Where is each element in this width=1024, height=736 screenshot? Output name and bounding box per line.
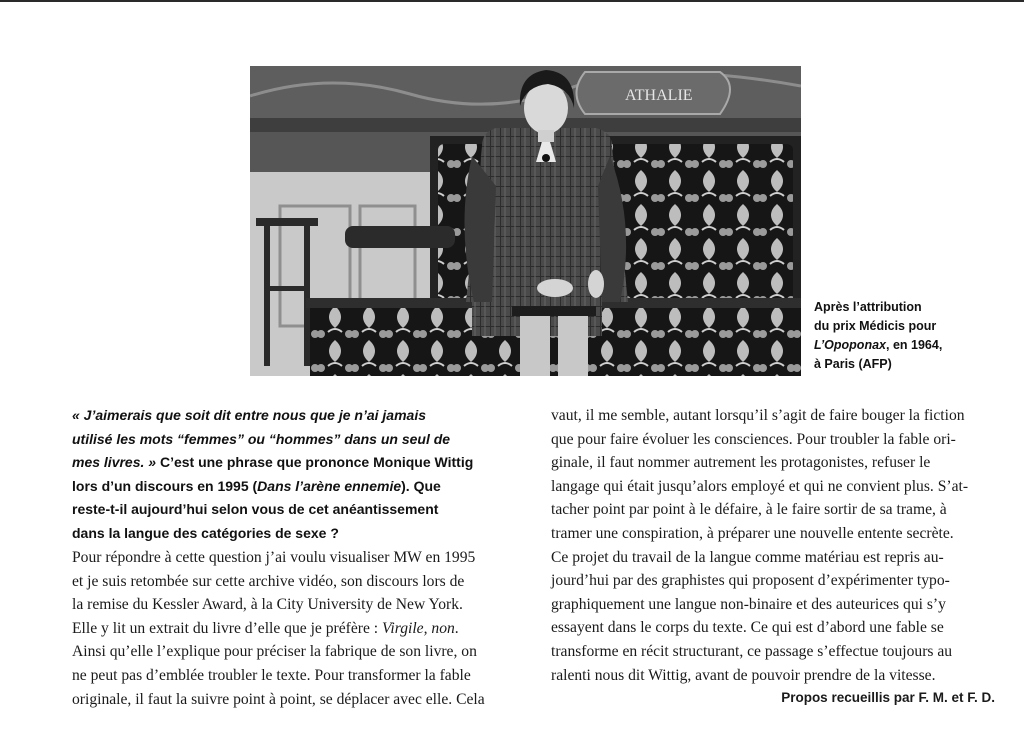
body-line: essayent dans le corps du texte. Ce qui est d’abord une fable se (551, 619, 944, 637)
top-rule (0, 0, 1024, 2)
question-line-4 (72, 475, 518, 499)
body-line-text: Elle y lit un extrait du livre d’elle que je préfère : (72, 619, 383, 637)
book-title-virgile: Virgile, non (382, 619, 455, 637)
question-line-1: « J’aimerais que soit dit entre nous que je n’ai jamais (72, 407, 427, 423)
question-line-5: reste-t-il aujourd’hui selon vous de cet anéantissement (72, 501, 439, 517)
body-line: langage qui était jusqu’alors employé et qui ne convient plus. S’at- (551, 477, 969, 495)
interview-credit: Propos recueillis par F. M. et F. D. (781, 690, 995, 706)
body-line: Ainsi qu’elle l’explique pour préciser la fabrique de son livre, on (72, 643, 477, 661)
question-line-3-text: C’est une phrase que prononce Monique Wittig (156, 454, 474, 470)
body-line: ginale, il faut nommer autrement les protagonistes, refuser le (551, 454, 931, 472)
photo-caption (814, 298, 1014, 374)
body-line: et je suis retombée sur cette archive vidéo, son discours lors de (72, 572, 465, 590)
body-line: la remise du Kessler Award, à la City University de New York. (72, 596, 463, 614)
interview-question (72, 404, 518, 545)
quote-end: mes livres. » (72, 454, 157, 470)
caption-line-3 (814, 336, 1014, 355)
plaque-text: ATHALIE (625, 87, 693, 104)
body-line: graphiquement une langue non-binaire et des auteurices qui s’y (551, 595, 946, 613)
question-line-3 (72, 451, 518, 475)
body-line: originale, il faut la suivre point à point, se déplacer avec elle. Cela (72, 690, 485, 708)
caption-line-4: à Paris (AFP) (814, 357, 892, 371)
body-line: Pour répondre à cette question j’ai voulu visualiser MW en 1995 (72, 549, 476, 566)
archive-photo (250, 66, 801, 376)
book-title-opoponax: L’Opoponax (814, 338, 886, 352)
book-title-arene: Dans l’arène ennemie (257, 477, 402, 494)
question-line-4b: ). Que (401, 477, 441, 494)
question-line-4a: lors d’un discours en 1995 ( (72, 477, 258, 494)
left-column (72, 404, 518, 711)
body-line (72, 617, 518, 641)
caption-line-1: Après l’attribution (814, 300, 922, 314)
body-line: ralenti nous dit Wittig, avant de pouvoir prendre de la vitesse. (551, 666, 936, 684)
caption-year: , en 1964, (886, 338, 943, 352)
body-line: que pour faire évoluer les consciences. Pour troubler la fable ori- (551, 430, 956, 448)
body-line: vaut, il me semble, autant lorsqu’il s’agit de faire bouger la fiction (551, 407, 965, 424)
caption-line-2: du prix Médicis pour (814, 319, 937, 333)
body-line: transforme en récit structurant, ce passage s’effectue toujours au (551, 642, 953, 660)
question-line-6: dans la langue des catégories de sexe ? (72, 524, 339, 541)
question-line-2: utilisé les mots “femmes” ou “hommes” dans un seul de (72, 430, 451, 447)
plaque (577, 72, 731, 114)
body-line: Ce projet du travail de la langue comme matériau est repris au- (551, 548, 944, 566)
right-column (551, 404, 995, 708)
photo-illustration (250, 66, 801, 376)
body-line-period: . (454, 619, 459, 637)
body-line: tacher point par point à le défaire, à le faire sortir de sa trame, à (551, 501, 947, 519)
body-line: jourd’hui par des graphistes qui proposent d’expérimenter typo- (551, 572, 950, 590)
answer-part-1 (72, 546, 518, 711)
body-line: ne peut pas d’emblée troubler le texte. Pour transformer la fable (72, 666, 471, 684)
body-line: tramer une conspiration, à préparer une nouvelle entente secrète. (551, 524, 954, 542)
